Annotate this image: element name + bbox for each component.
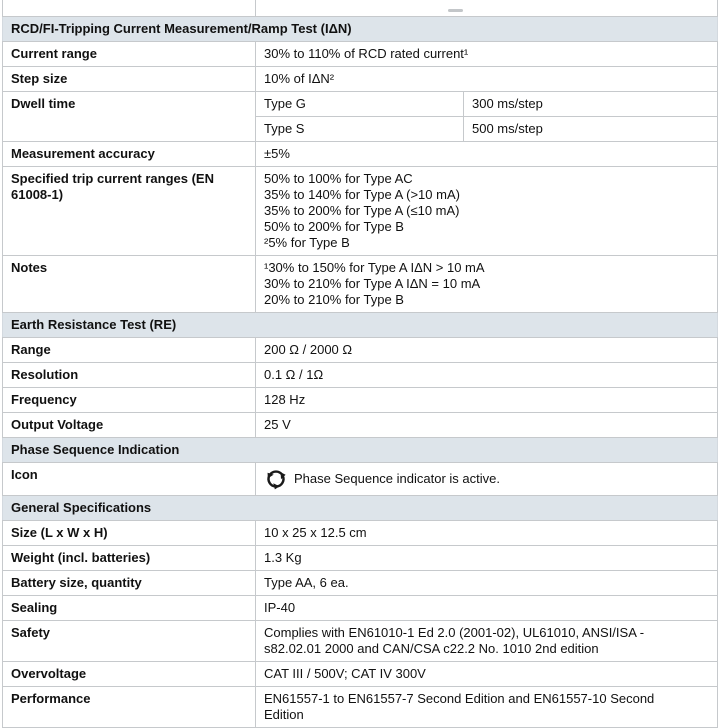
- spec-label: Icon: [3, 463, 256, 496]
- spec-value: IP-40: [256, 596, 718, 621]
- spec-value-cell: [256, 463, 718, 496]
- spec-value-line: ¹30% to 150% for Type A IΔN > 10 mA: [264, 260, 485, 275]
- section-header-earth-resistance: [3, 313, 718, 338]
- spec-label: Output Voltage: [3, 413, 256, 438]
- spec-row-size: [3, 521, 718, 546]
- spec-label: Current range: [3, 42, 256, 67]
- spec-value: 128 Hz: [256, 388, 718, 413]
- spec-label: Range: [3, 338, 256, 363]
- spec-subtype: Type S: [256, 117, 464, 142]
- spec-row-measurement-accuracy: [3, 142, 718, 167]
- spec-value-line: s82.02.01 2000 and CAN/CSA c22.2 No. 1010 2nd edition: [264, 641, 599, 656]
- spec-row-weight: [3, 546, 718, 571]
- spec-value-line: 50% to 200% for Type B: [264, 219, 404, 234]
- spec-row-frequency: [3, 388, 718, 413]
- spec-label: Resolution: [3, 363, 256, 388]
- spec-label: Safety: [3, 621, 256, 662]
- spec-row-step-size: [3, 67, 718, 92]
- spec-value: [256, 621, 718, 662]
- spec-row-resolution: [3, 363, 718, 388]
- spec-row-sealing: [3, 596, 718, 621]
- spec-value-line: 50% to 100% for Type AC: [264, 171, 413, 186]
- spec-value-line: 35% to 140% for Type A (>10 mA): [264, 187, 460, 202]
- section-header-general-specifications: [3, 496, 718, 521]
- spec-row-safety: [3, 621, 718, 662]
- phase-rotation-icon: [264, 467, 288, 491]
- spec-label: Battery size, quantity: [3, 571, 256, 596]
- spec-value-line: 20% to 210% for Type B: [264, 292, 404, 307]
- spec-row-icon: [3, 463, 718, 496]
- spec-label: Sealing: [3, 596, 256, 621]
- spec-row-current-range: [3, 42, 718, 67]
- spec-value-line: Edition: [264, 707, 304, 722]
- spec-value-line: Complies with EN61010-1 Ed 2.0 (2001-02), UL61010, ANSI/ISA -: [264, 625, 645, 640]
- spec-label: Dwell time: [3, 92, 256, 142]
- spec-value: Phase Sequence indicator is active.: [294, 471, 500, 486]
- section-header-rcd-tripping: [3, 17, 718, 42]
- spec-value: [256, 167, 718, 256]
- section-title: Earth Resistance Test (RE): [3, 313, 718, 338]
- spec-value: 200 Ω / 2000 Ω: [256, 338, 718, 363]
- spec-label: Weight (incl. batteries): [3, 546, 256, 571]
- spec-value: [256, 687, 718, 728]
- spec-value: 25 V: [256, 413, 718, 438]
- section-title: General Specifications: [3, 496, 718, 521]
- spec-value: 10% of IΔN²: [256, 67, 718, 92]
- spec-row-dwell-time-type-g: [3, 92, 718, 117]
- spec-value: 10 x 25 x 12.5 cm: [256, 521, 718, 546]
- spec-label: Size (L x W x H): [3, 521, 256, 546]
- spec-value-line: ²5% for Type B: [264, 235, 350, 250]
- spec-row-range: [3, 338, 718, 363]
- spec-value: 0.1 Ω / 1Ω: [256, 363, 718, 388]
- section-title: Phase Sequence Indication: [3, 438, 718, 463]
- spec-row-overvoltage: [3, 662, 718, 687]
- spec-value-line: 30% to 210% for Type A IΔN = 10 mA: [264, 276, 481, 291]
- spec-value: 300 ms/step: [464, 92, 718, 117]
- spec-value-line: 35% to 200% for Type A (≤10 mA): [264, 203, 460, 218]
- cutoff-row: [3, 0, 718, 17]
- spec-table: [2, 0, 718, 728]
- spec-subtype: Type G: [256, 92, 464, 117]
- spec-row-performance: [3, 687, 718, 728]
- spec-label: Frequency: [3, 388, 256, 413]
- spec-row-output-voltage: [3, 413, 718, 438]
- spec-value: ±5%: [256, 142, 718, 167]
- cutoff-value-cell: [256, 0, 718, 17]
- spec-label: Measurement accuracy: [3, 142, 256, 167]
- spec-value: Type AA, 6 ea.: [256, 571, 718, 596]
- spec-value: CAT III / 500V; CAT IV 300V: [256, 662, 718, 687]
- spec-value: [256, 256, 718, 313]
- spec-value-line: EN61557-1 to EN61557-7 Second Edition and EN61557-10 Second: [264, 691, 655, 706]
- section-title: RCD/FI-Tripping Current Measurement/Ramp Test (IΔN): [3, 17, 718, 42]
- spec-row-battery: [3, 571, 718, 596]
- spec-row-notes: [3, 256, 718, 313]
- spec-row-trip-current-ranges: [3, 167, 718, 256]
- spec-value: 500 ms/step: [464, 117, 718, 142]
- spec-value: 1.3 Kg: [256, 546, 718, 571]
- spec-label: Specified trip current ranges (EN 61008-1): [3, 167, 256, 256]
- cutoff-label-cell: [3, 0, 256, 17]
- spec-value: 30% to 110% of RCD rated current¹: [256, 42, 718, 67]
- cutoff-text-remnant: [448, 9, 463, 12]
- section-header-phase-sequence: [3, 438, 718, 463]
- spec-label: Notes: [3, 256, 256, 313]
- spec-label: Overvoltage: [3, 662, 256, 687]
- spec-label: Performance: [3, 687, 256, 728]
- spec-label: Step size: [3, 67, 256, 92]
